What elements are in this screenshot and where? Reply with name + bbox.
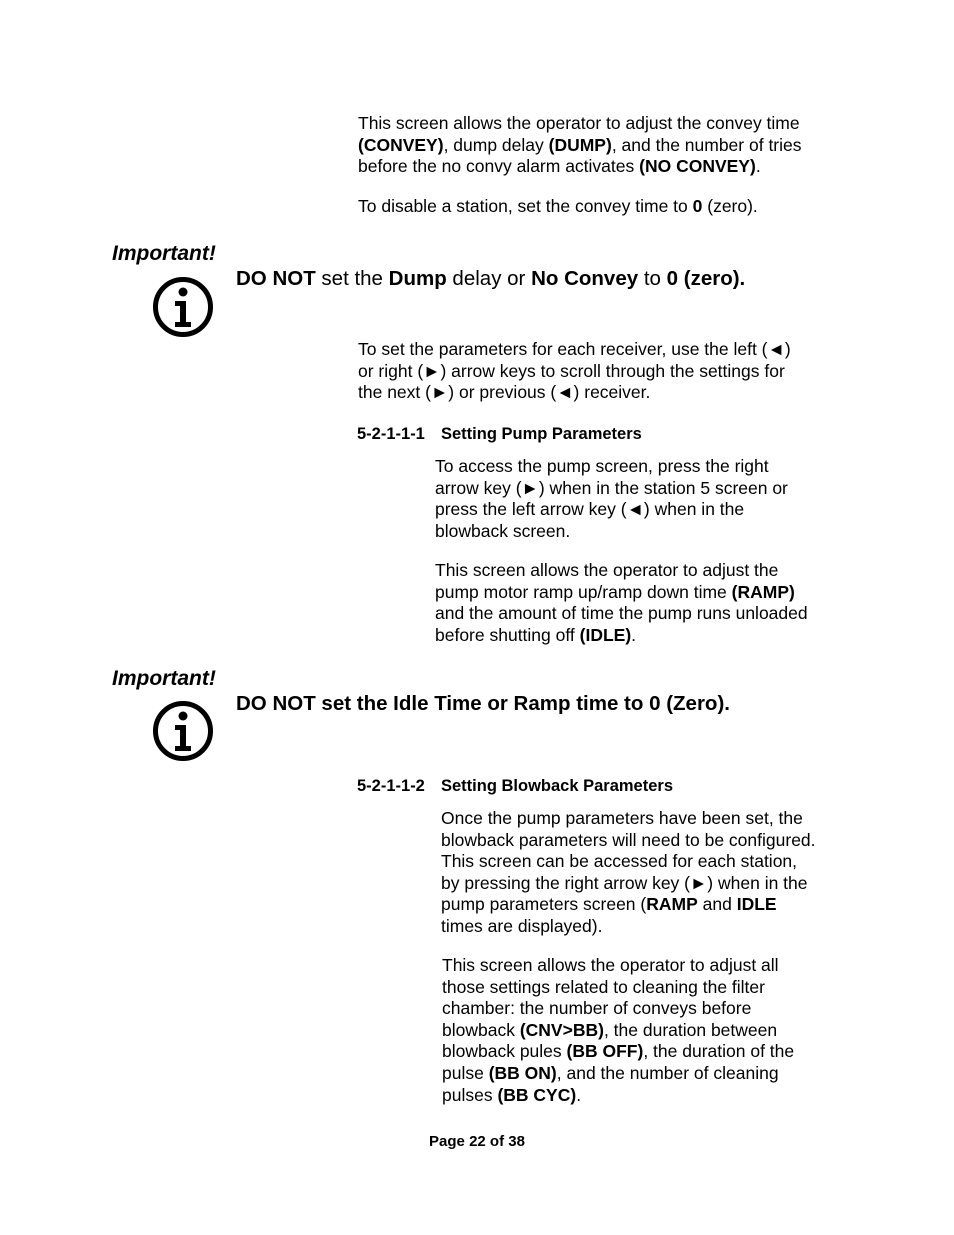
dump-warning: DO NOT set the Dump delay or No Convey to 0 (zero). <box>236 267 746 290</box>
info-icon <box>152 700 214 762</box>
disable-station-note: To disable a station, set the convey time to 0 (zero). <box>358 196 758 216</box>
text-line: the next (►) or previous (◄) receiver. <box>358 382 651 403</box>
important-label: Important! <box>112 242 216 265</box>
convey-description <box>358 113 802 178</box>
blowback-access-text <box>441 808 816 938</box>
blowback-settings-text <box>442 955 794 1106</box>
text-line: pump parameters screen (RAMP and IDLE <box>441 894 777 915</box>
text-line: chamber: the number of conveys before <box>442 998 752 1019</box>
text-line: blowback screen. <box>435 520 571 541</box>
section-heading-blowback: 5-2-1-1-2 Setting Blowback Parameters <box>357 777 673 795</box>
text-line: or right (►) arrow keys to scroll through the settings for <box>358 360 785 381</box>
page-number: Page 22 of 38 <box>429 1133 525 1150</box>
text-line: press the left arrow key (◄) when in the <box>435 499 745 520</box>
text-line: blowback (CNV>BB), the duration between <box>442 1019 778 1040</box>
text-line: blowback pules (BB OFF), the duration of the <box>442 1041 795 1062</box>
section-heading-pump: 5-2-1-1-1 Setting Pump Parameters <box>357 425 642 443</box>
text-line: and the amount of time the pump runs unloaded <box>435 603 808 624</box>
text-line: pulse (BB ON), and the number of cleaning <box>442 1062 779 1083</box>
text-line: This screen allows the operator to adjust the convey time <box>358 113 800 133</box>
receiver-navigation-text <box>358 339 791 404</box>
text-line: This screen allows the operator to adjust all <box>442 955 779 975</box>
text-line: This screen can be accessed for each station, <box>441 851 798 872</box>
text-line: arrow key (►) when in the station 5 screen or <box>435 477 788 498</box>
text-line: by pressing the right arrow key (►) when in the <box>441 872 808 893</box>
text-line: those settings related to cleaning the filter <box>442 976 765 997</box>
idle-ramp-warning: DO NOT set the Idle Time or Ramp time to 0 (Zero). <box>236 692 730 715</box>
pump-settings-text <box>435 560 808 646</box>
text-line: before shutting off (IDLE). <box>435 624 637 645</box>
text-line: pulses (BB CYC). <box>442 1084 582 1105</box>
text-line: Once the pump parameters have been set, the <box>441 808 803 828</box>
text-line: To set the parameters for each receiver, use the left (◄) <box>358 339 791 359</box>
text-line: This screen allows the operator to adjust the <box>435 560 779 580</box>
pump-access-text <box>435 456 788 542</box>
text-line: (CONVEY), dump delay (DUMP), and the number of tries <box>358 134 802 155</box>
important-label: Important! <box>112 667 216 690</box>
text-line: times are displayed). <box>441 915 603 936</box>
info-icon <box>152 276 214 338</box>
text-line: before the no convy alarm activates (NO CONVEY). <box>358 156 761 177</box>
text-line: blowback parameters will need to be configured. <box>441 829 816 850</box>
text-line: pump motor ramp up/ramp down time (RAMP) <box>435 581 795 602</box>
text-line: To access the pump screen, press the right <box>435 456 769 476</box>
